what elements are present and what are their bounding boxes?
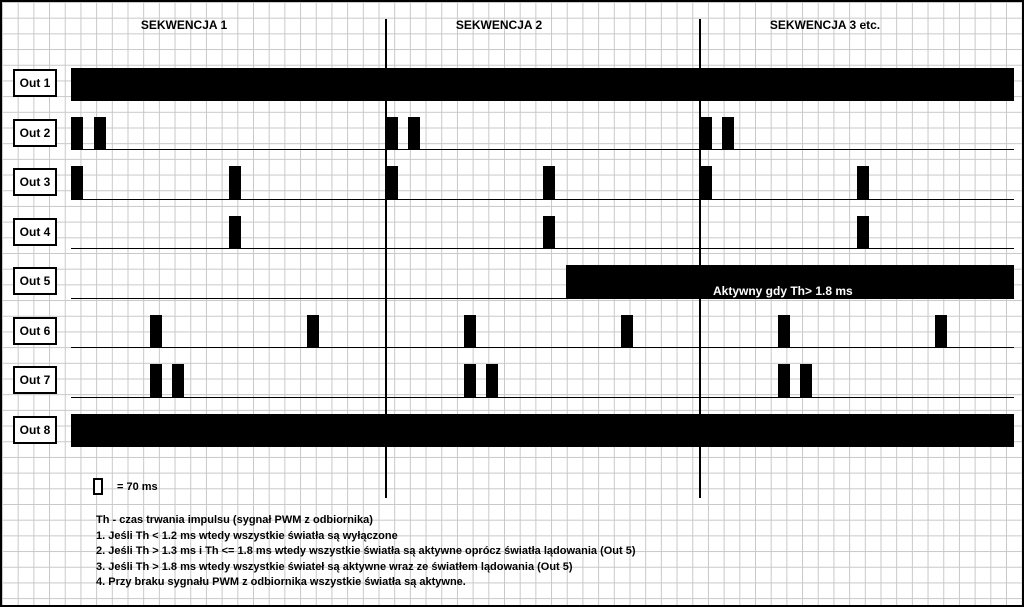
out-3-pulse (229, 166, 241, 199)
out-4-baseline (71, 248, 1014, 249)
out-7-pulse (486, 364, 498, 397)
out-4-pulse (229, 216, 241, 248)
out-5-note: Aktywny gdy Th> 1.8 ms (713, 284, 853, 298)
out-2-pulse (94, 117, 106, 149)
sequence-3-title: SEKWENCJA 3 etc. (769, 18, 881, 32)
out-7-pulse (464, 364, 476, 397)
out-7-pulse (150, 364, 162, 397)
legend-unit-icon (93, 478, 103, 495)
out-6-baseline (71, 347, 1014, 348)
out-2-pulse (71, 117, 83, 149)
out-2-label: Out 2 (13, 119, 57, 147)
out-6-pulse (464, 315, 476, 347)
out-3-baseline (71, 199, 1014, 200)
out-2-baseline (71, 149, 1014, 150)
out-8-label: Out 8 (13, 416, 57, 444)
out-7-pulse (778, 364, 790, 397)
notes-title: Th - czas trwania impulsu (sygnał PWM z odbiornika) (96, 514, 373, 526)
out-1-label: Out 1 (13, 69, 57, 97)
out-4-label: Out 4 (13, 218, 57, 246)
out-6-label: Out 6 (13, 317, 57, 345)
out-4-pulse (857, 216, 869, 248)
out-8-signal (71, 414, 1014, 446)
out-3-label: Out 3 (13, 168, 57, 196)
out-6-pulse (621, 315, 633, 347)
out-1-baseline (71, 100, 1014, 101)
out-7-baseline (71, 397, 1014, 398)
out-3-pulse (857, 166, 869, 199)
out-2-pulse (386, 117, 398, 149)
notes-item-2: 2. Jeśli Th > 1.3 ms i Th <= 1.8 ms wtedy wszystkie światła są aktywne oprócz światła lądowania (Out 5) (96, 545, 636, 557)
notes-item-4: 4. Przy braku sygnału PWM z odbiornika wszystkie światła są aktywne. (96, 576, 466, 588)
out-3-pulse (71, 166, 83, 199)
notes-item-1: 1. Jeśli Th < 1.2 ms wtedy wszystkie światła są wyłączone (96, 529, 398, 542)
out-2-pulse (700, 117, 712, 149)
out-2-pulse (722, 117, 734, 149)
legend-text: = 70 ms (117, 481, 158, 493)
out-2-pulse (408, 117, 420, 149)
out-8-baseline (71, 446, 1014, 447)
out-1-signal (71, 68, 1014, 100)
out-4-pulse (543, 216, 555, 248)
out-6-pulse (150, 315, 162, 347)
sequence-divider (385, 19, 387, 498)
sequence-divider (699, 19, 701, 498)
out-3-pulse (700, 166, 712, 199)
out-7-label: Out 7 (13, 366, 57, 394)
sequence-2-title: SEKWENCJA 2 (455, 18, 543, 32)
out-3-pulse (386, 166, 398, 199)
out-3-pulse (543, 166, 555, 199)
sequence-1-title: SEKWENCJA 1 (140, 18, 228, 32)
notes-item-3: 3. Jeśli Th > 1.8 ms wtedy wszystkie świateł są aktywne wraz ze światłem lądowania (Out 5) (96, 560, 573, 573)
out-6-pulse (935, 315, 947, 347)
notes (96, 513, 636, 591)
out-5-label: Out 5 (13, 267, 57, 295)
out-6-pulse (307, 315, 319, 347)
out-6-pulse (778, 315, 790, 347)
out-7-pulse (800, 364, 812, 397)
out-5-baseline (71, 298, 1014, 299)
out-7-pulse (172, 364, 184, 397)
